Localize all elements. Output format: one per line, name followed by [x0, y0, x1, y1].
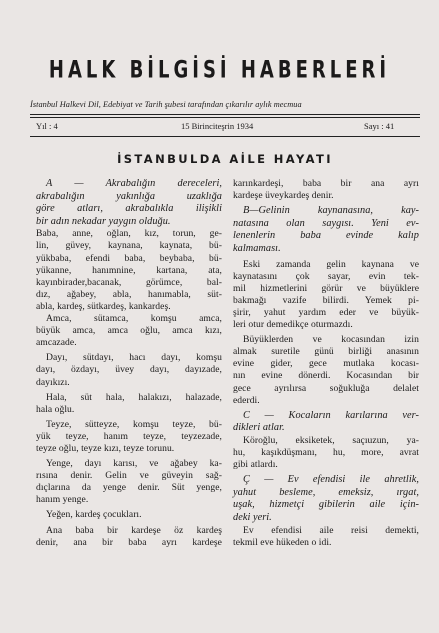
- body-text-line: Teyze, sütteyze, komşu teyze, bü-: [46, 418, 222, 430]
- body-text-line: rısına denir. Gelin ve güveyin sağ-: [36, 470, 222, 482]
- body-text-line: Büyüklerden ve kocasından izin: [243, 334, 419, 346]
- section-heading-line: Ç — Ev efendisi ile ahretlik,: [243, 474, 419, 486]
- section-heading-line: yahut besleme, emeksiz, ırgat,: [233, 486, 419, 498]
- body-text-line: yük teyze, hanım teyze, teyzezade,: [36, 430, 222, 442]
- body-text-line: şirir, yahut yardım eder ve büyük-: [233, 306, 419, 318]
- body-text-line: Yeğen, kardeş çocukları.: [46, 509, 142, 521]
- body-text-line: karınkardeşi, baba bir ana ayrı: [233, 178, 419, 189]
- header-rule-top-double: [30, 117, 420, 118]
- section-heading-line: dikleri atlar.: [233, 422, 285, 434]
- section-heading-line: A — Akrabalığın dereceleri,: [46, 178, 222, 189]
- section-heading-line: akrabalığın yakınlığa uzaklığa: [36, 190, 222, 202]
- body-text-line: yükbaba, efendi baba, beybaba, bü-: [36, 252, 222, 264]
- body-text-line: kayınbirader,bacanak, görümce, bal-: [36, 276, 222, 288]
- issue-year: Yıl : 4: [36, 121, 58, 131]
- body-text-line: Amca, sütamca, komşu amca,: [46, 313, 222, 325]
- body-text-line: gece ayrılırsa soğukluğa delalet: [233, 382, 419, 394]
- body-text-line: Baba, anne, oğlan, kız, torun, ge-: [36, 228, 222, 240]
- section-heading-line: deki yeri.: [233, 511, 272, 523]
- body-text-line: dayıkızı.: [36, 376, 70, 388]
- body-text-line: evine gider, gece mutlaka kocası-: [233, 358, 419, 370]
- body-text-line: dız, ağabey, abla, hanımabla, süt-: [36, 288, 222, 300]
- body-text-line: bakmağı vazife bilirdi. Yemek pi-: [233, 294, 419, 306]
- body-text-line: Köroğlu, eksiketek, saçıuzun, ya-: [243, 434, 419, 446]
- section-heading-line: C — Kocaların karılarına ver-: [243, 409, 419, 421]
- section-heading-line: natasına olan saygısı. Yeni ev-: [233, 217, 419, 229]
- body-text-line: kaynatasını çok sayar, evin tek-: [233, 270, 419, 282]
- body-text-line: hala oğlu.: [36, 403, 75, 415]
- body-text-line: lin, güvey, kaynana, kaynata, bü-: [36, 240, 222, 252]
- body-text-line: Ana baba bir kardeşe öz kardeş: [46, 524, 222, 536]
- issue-number: Sayı : 41: [364, 121, 395, 131]
- body-text-line: dıçlarına da yenge denir. Süt yenge,: [36, 482, 222, 494]
- body-text-line: nın evine dönerdi. Kocasından bir: [233, 370, 419, 382]
- body-text-line: Yenge, dayı karısı, ve ağabey ka-: [46, 458, 222, 470]
- body-text-line: gibi atlardı.: [233, 459, 278, 471]
- body-text-line: leri otur demedikçe oturmazdı.: [233, 319, 353, 331]
- body-text-line: ederdi.: [233, 394, 260, 406]
- body-text-line: denir, ana bir baba ayrı kardeşe: [36, 536, 222, 548]
- masthead-title: HALK BİLGİSİ HABERLERİ: [48, 56, 391, 85]
- article-title: İSTANBULDA AİLE HAYATI: [117, 152, 333, 166]
- body-text-line: büyük amca, amca oğlu, amca kızı,: [36, 325, 222, 337]
- body-text-line: kardeşe üveykardeş denir.: [233, 190, 334, 202]
- body-text-line: Dayı, sütdayı, hacı dayı, komşu: [46, 352, 222, 364]
- body-text-line: Ev efendisi aile reisi demekti,: [243, 524, 419, 536]
- header-rule-top: [30, 114, 420, 115]
- body-text-line: mil hizmetlerini görür ve büyüklere: [233, 282, 419, 294]
- section-heading-line: göre atları, akrabalıkla ilişikli: [36, 203, 222, 215]
- body-text-line: almak suretile günü birliği anasının: [233, 346, 419, 358]
- body-text-line: Eski zamanda gelin kaynana ve: [243, 258, 419, 270]
- body-text-line: tekmil eve hükeden o idi.: [233, 536, 332, 548]
- body-text-line: hu, kaşıkdüşmanı, hu, more, avrat: [233, 446, 419, 458]
- section-heading-line: B—Gelinin kaynanasına, kay-: [243, 205, 419, 217]
- body-text-line: hanım yenge.: [36, 494, 89, 506]
- section-heading-line: uşak, hizmetçi gibilerin aile için-: [233, 499, 419, 511]
- header-rule-bottom: [30, 136, 420, 137]
- body-text-line: teyze oğlu, teyze kızı, teyze torunu.: [36, 442, 175, 454]
- section-heading-line: bir adın nekadar yaygın olduğu.: [36, 215, 171, 227]
- body-text-line: Hala, süt hala, halakızı, halazade,: [46, 391, 222, 403]
- section-heading-line: kalmaması.: [233, 242, 281, 254]
- article-column-right: [233, 178, 419, 549]
- masthead-subtitle: İstanbul Halkevi Dil, Edebiyat ve Tarih şubesi tarafından çıkarılır aylık mecmua: [30, 100, 302, 109]
- body-text-line: yükanne, hanımnine, kartana, ata,: [36, 264, 222, 276]
- issue-date: 15 Birinciteşrin 1934: [181, 121, 254, 131]
- body-text-line: amcazade.: [36, 337, 77, 349]
- body-text-line: dayı, özdayı, üvey dayı, dayızade,: [36, 364, 222, 376]
- article-column-left: [36, 178, 222, 549]
- body-text-line: abla, kardeş, sütkardeş, kankardeş.: [36, 300, 171, 312]
- section-heading-line: lenenlerin baba evinde kalıp: [233, 230, 419, 242]
